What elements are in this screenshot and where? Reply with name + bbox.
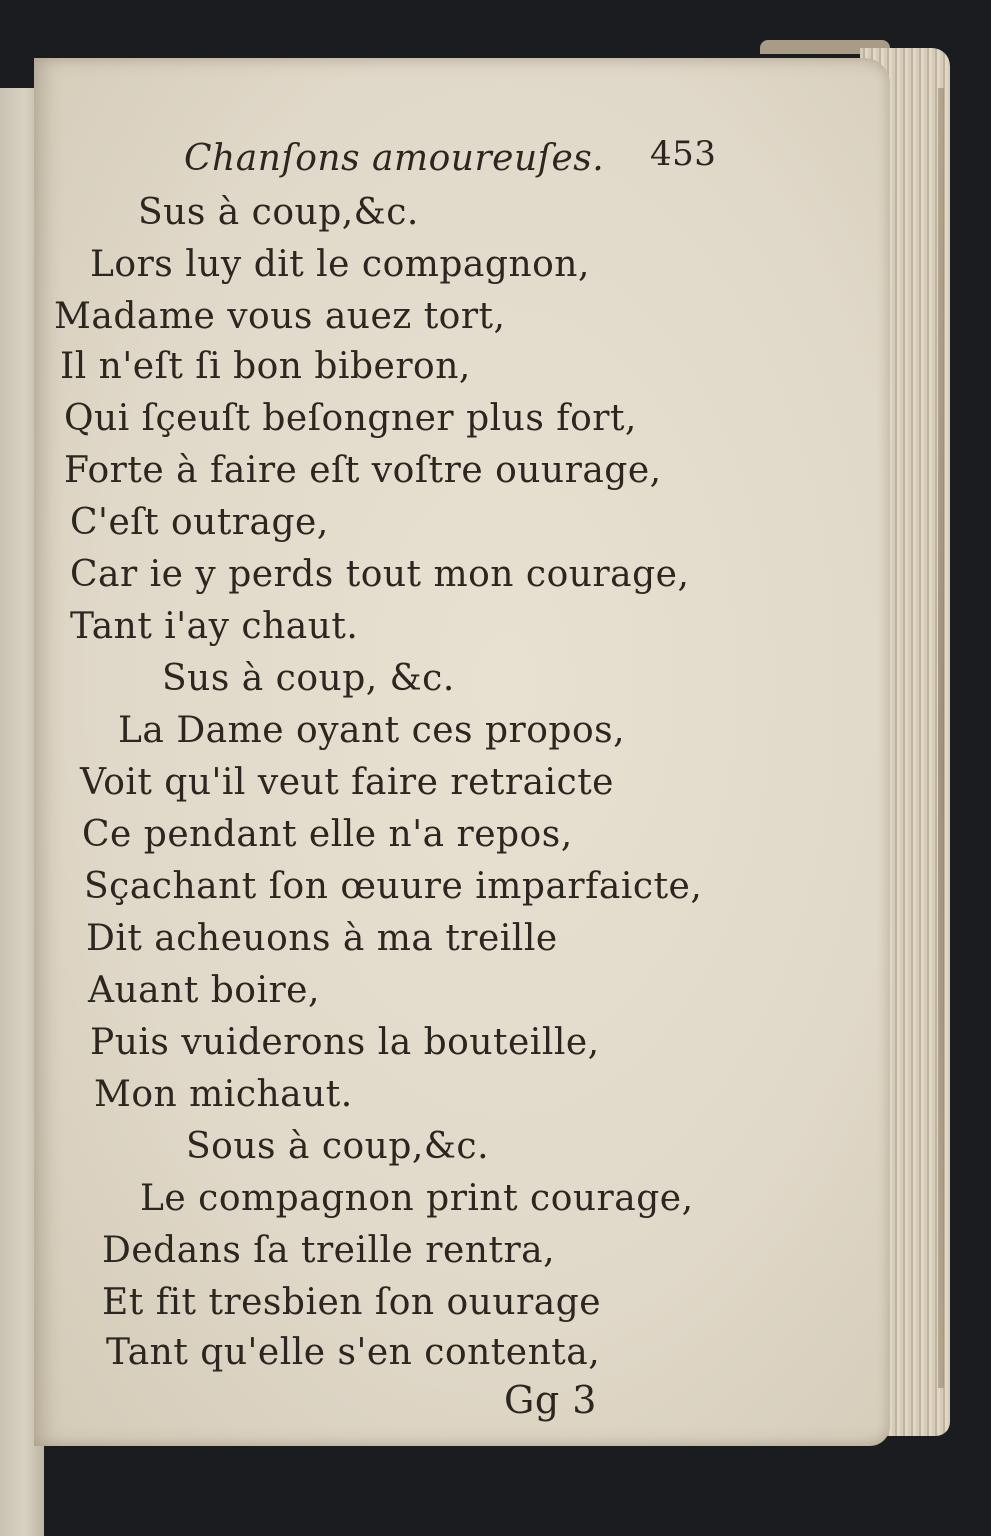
verse-line: La Dame oyant ces propos, <box>118 710 626 751</box>
verse-line: Sous à coup,&c. <box>186 1126 490 1167</box>
verse-line: Il n'eſt ſi bon biberon, <box>60 346 471 387</box>
verse-line: Dedans ſa treille rentra, <box>102 1230 556 1271</box>
verse-line: Madame vous auez tort, <box>54 296 506 337</box>
verse-line: Dit acheuons à ma treille <box>86 918 558 959</box>
verse-line: Tant qu'elle s'en contenta, <box>106 1332 601 1373</box>
verse-line: Le compagnon print courage, <box>140 1178 694 1219</box>
verse-line: Sus à coup, &c. <box>162 658 455 699</box>
verse-line: Lors luy dit le compagnon, <box>90 244 590 285</box>
verse-line: Tant i'ay chaut. <box>70 606 359 647</box>
verse-line: Auant boire, <box>88 970 320 1011</box>
verse-line: Forte à faire eſt voſtre ouurage, <box>64 450 662 491</box>
verse-line: Mon michaut. <box>94 1074 353 1115</box>
signature-mark: Gg 3 <box>504 1378 597 1422</box>
verse-line: C'eſt outrage, <box>70 502 329 543</box>
verse-line: Sçachant ſon œuure imparfaicte, <box>84 866 703 907</box>
page-number: 453 <box>650 134 717 174</box>
verse-line: Puis vuiderons la bouteille, <box>90 1022 600 1063</box>
verse-line: Sus à coup,&c. <box>138 192 419 233</box>
verse-line: Ce pendant elle n'a repos, <box>82 814 573 855</box>
book-page <box>34 58 890 1446</box>
verse-line: Voit qu'il veut faire retraicte <box>80 762 614 803</box>
verse-line: Qui ſçeuſt beſongner plus fort, <box>64 398 637 439</box>
verse-line: Car ie y perds tout mon courage, <box>70 554 690 595</box>
running-title: Chanſons amoureuſes. <box>184 138 605 179</box>
verse-line: Et fit tresbien ſon ouurage <box>102 1282 602 1323</box>
